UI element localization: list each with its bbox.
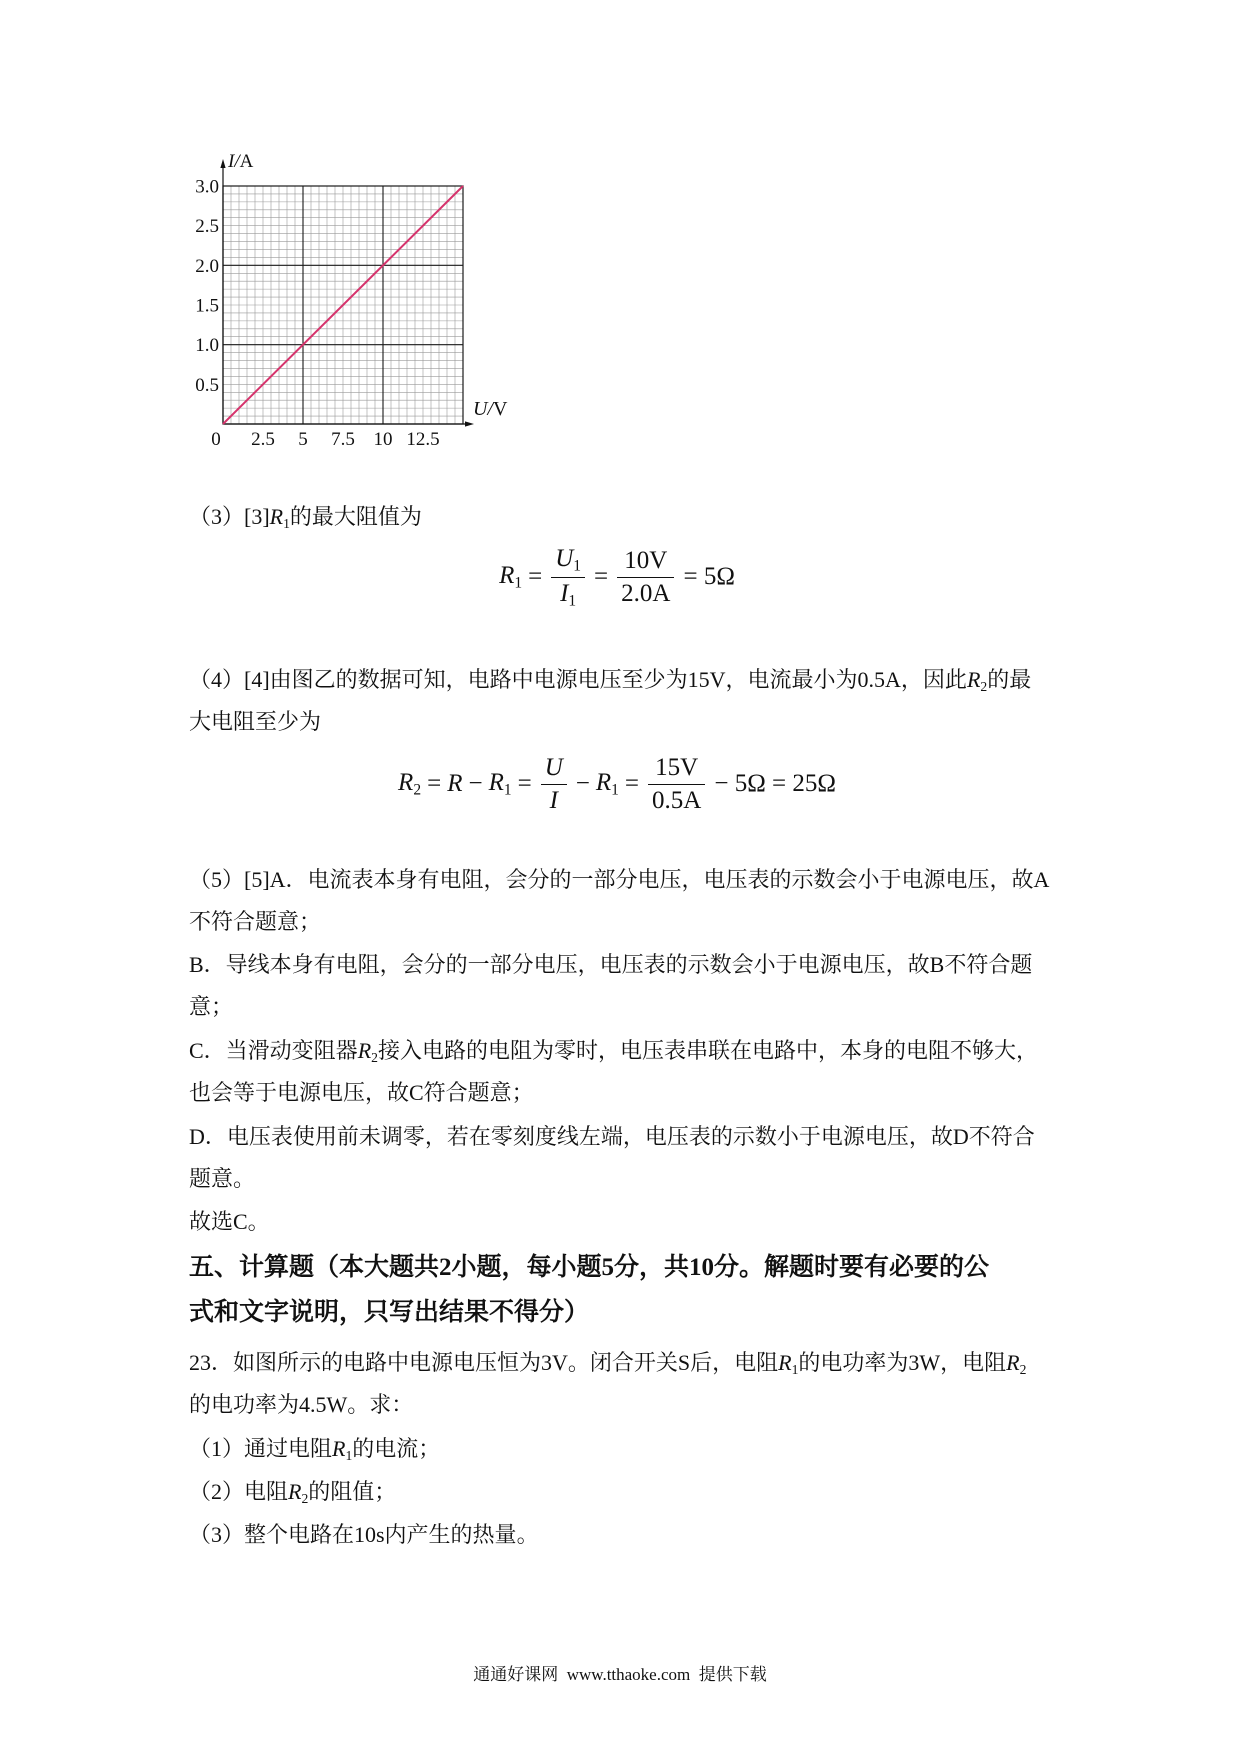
text-segment: 的最	[987, 667, 1032, 692]
text-segment: 的阻值；	[308, 1479, 397, 1504]
part5-option-a-line-2: 不符合题意；	[189, 909, 322, 934]
x-axis-label: U/V	[473, 398, 508, 420]
part4-line-2: 大电阻至少为	[189, 709, 322, 734]
x-tick-label: 10	[373, 429, 393, 450]
part5-option-c-line-1	[189, 1035, 1069, 1067]
variable-subscript: 1	[283, 516, 290, 532]
section-heading-line-1: 五、计算题（本大题共2小题，每小题5分，共10分。解题时要有必要的公	[189, 1254, 990, 1281]
variable-letter: U	[544, 754, 563, 782]
y-tick-label: 0.5	[195, 374, 219, 396]
x-tick-label: 0	[211, 429, 221, 450]
part5-option-d-line-1: D．电压表使用前未调零，若在零刻度线左端，电压表的示数小于电源电压，故D不符合	[189, 1124, 1035, 1149]
variable-symbol	[550, 785, 558, 816]
x-tick-label: 2.5	[251, 429, 275, 450]
variable-letter: R	[398, 768, 414, 796]
text-segment: = 5Ω	[683, 563, 735, 590]
part4-resistance-formula	[0, 748, 1240, 820]
variable-subscript: 1	[611, 781, 619, 799]
y-tick-label: 2.5	[195, 216, 219, 238]
fraction-numerator	[651, 752, 702, 783]
variable-letter: R	[288, 1479, 302, 1504]
variable-letter: R	[269, 504, 284, 529]
part5-option-b-line-1: B．导线本身有电阻，会分的一部分电压，电压表的示数会小于电源电压，故B不符合题	[189, 952, 1033, 977]
variable-subscript: 2	[301, 1491, 309, 1507]
fraction-numerator	[620, 545, 671, 576]
variable-symbol	[778, 1350, 799, 1378]
x-tick-label: 7.5	[331, 429, 355, 450]
question23-subquestion-1	[189, 1433, 1069, 1465]
variable-symbol	[489, 769, 512, 800]
y-axis-label: I/A	[228, 151, 254, 172]
fraction	[541, 752, 567, 816]
page-footer: 通通好课网 www.tthaoke.com 提供下载	[473, 1665, 767, 1684]
text-segment: − 5Ω = 25Ω	[714, 770, 836, 797]
variable-symbol	[269, 504, 290, 532]
variable-letter: R	[499, 561, 515, 589]
text-segment: 10V	[624, 547, 668, 575]
variable-subscript: 2	[980, 679, 988, 695]
text-segment: 接入电路的电阻为零时，电压表串联在电路中，本身的电阻不够大，	[377, 1038, 1038, 1063]
question23-subquestion-3: （3）整个电路在10s内产生的热量。	[189, 1522, 539, 1547]
variable-letter: I	[560, 579, 569, 607]
variable-letter: R	[488, 768, 504, 796]
fraction	[648, 752, 705, 816]
variable-letter: R	[1006, 1350, 1020, 1375]
part3-resistance-formula	[0, 541, 1240, 613]
y-tick-label: 1.5	[195, 295, 219, 317]
question23-subquestion-2	[189, 1476, 1069, 1508]
fraction	[551, 543, 585, 610]
variable-symbol	[447, 770, 462, 798]
variable-letter: R	[447, 770, 463, 797]
text-segment: （1）通过电阻	[189, 1436, 333, 1461]
variable-symbol	[966, 667, 988, 695]
text-segment: 2.0A	[621, 579, 671, 607]
y-tick-label: 3.0	[195, 176, 219, 198]
variable-subscript: 2	[413, 781, 422, 799]
variable-subscript: 2	[371, 1050, 378, 1066]
part5-conclusion: 故选C。	[189, 1209, 270, 1234]
text-segment: （2）电阻	[189, 1479, 289, 1504]
variable-subscript: 1	[791, 1362, 799, 1378]
fraction-denominator	[546, 785, 562, 816]
y-tick-label: 1.0	[195, 335, 219, 357]
variable-symbol	[398, 769, 421, 800]
variable-symbol	[499, 562, 522, 593]
variable-symbol	[545, 752, 563, 783]
x-axis-arrow	[465, 421, 474, 426]
variable-symbol	[332, 1436, 353, 1464]
variable-subscript: 1	[503, 781, 512, 799]
section-heading-line-2: 式和文字说明，只写出结果不得分）	[189, 1299, 590, 1326]
variable-subscript: 1	[345, 1448, 353, 1464]
text-segment: =	[517, 770, 532, 797]
text-segment: 0.5A	[652, 786, 702, 814]
question23-stem-line-1	[189, 1347, 1069, 1379]
x-tick-label: 5	[298, 429, 308, 450]
text-segment: （3）[3]	[189, 504, 270, 529]
part3-intro-line	[189, 501, 1069, 533]
text-segment: =	[624, 770, 640, 797]
variable-letter: R	[332, 1436, 346, 1461]
fraction-denominator	[617, 578, 674, 609]
variable-letter: U	[555, 545, 574, 573]
fraction	[617, 545, 674, 609]
variable-letter: R	[778, 1350, 792, 1375]
variable-symbol	[596, 769, 619, 800]
text-segment: =	[594, 563, 609, 590]
y-axis-arrow	[220, 159, 225, 168]
fraction-numerator	[541, 752, 567, 783]
text-segment: 23．如图所示的电路中电源电压恒为3V。闭合开关S后，电阻	[189, 1350, 779, 1375]
text-segment: −	[575, 770, 590, 797]
fraction-numerator	[551, 543, 585, 576]
text-segment: （4）[4]由图乙的数据可知，电路中电源电压至少为15V，电流最小为0.5A，因此	[189, 667, 967, 692]
variable-symbol	[560, 578, 576, 611]
part5-option-d-line-2: 题意。	[189, 1166, 256, 1191]
part5-option-b-line-2: 意；	[189, 994, 234, 1019]
variable-symbol	[288, 1479, 309, 1507]
question23-stem-line-2: 的电功率为4.5W。求：	[189, 1392, 414, 1417]
x-tick-label: 12.5	[406, 429, 440, 450]
fraction-denominator	[648, 785, 705, 816]
text-segment: 15V	[655, 754, 699, 782]
y-tick-label: 2.0	[195, 255, 219, 277]
text-segment: 的电流；	[352, 1436, 441, 1461]
part5-option-a-line-1: （5）[5]A．电流表本身有电阻，会分的一部分电压，电压表的示数会小于电源电压，故A	[189, 867, 1050, 892]
text-segment: 的最大阻值为	[289, 504, 422, 529]
variable-letter: I	[549, 786, 558, 814]
part5-option-c-line-2: 也会等于电源电压，故C符合题意；	[189, 1080, 534, 1105]
fraction-denominator	[556, 578, 580, 611]
variable-symbol	[357, 1038, 378, 1066]
part4-line-1	[189, 664, 1069, 696]
variable-subscript: 1	[514, 574, 523, 592]
variable-subscript: 1	[573, 558, 582, 576]
variable-subscript: 2	[1019, 1362, 1027, 1378]
variable-letter: R	[966, 667, 981, 692]
variable-symbol	[1006, 1350, 1027, 1378]
text-segment: C．当滑动变阻器	[189, 1038, 358, 1063]
text-segment: =	[528, 563, 543, 590]
text-segment: −	[468, 770, 483, 797]
variable-subscript: 1	[568, 592, 577, 610]
text-segment: 的电功率为3W，电阻	[798, 1350, 1007, 1375]
variable-letter: R	[595, 768, 612, 796]
text-segment: =	[427, 770, 442, 797]
variable-symbol	[555, 543, 581, 576]
variable-letter: R	[357, 1038, 372, 1063]
